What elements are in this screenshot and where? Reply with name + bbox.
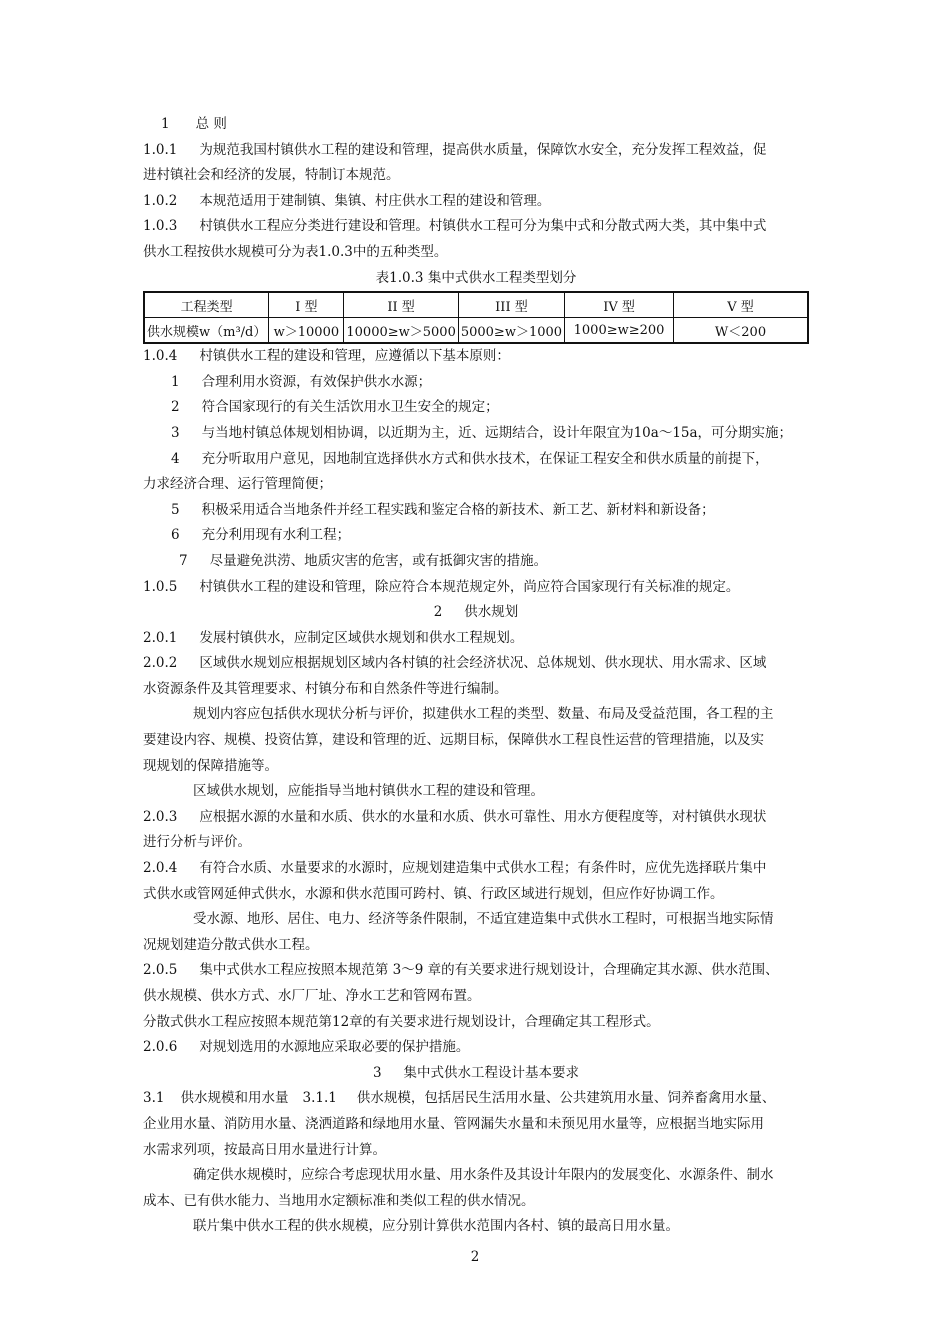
clause-1-0-2: 1.0.2 本规范适用于建制镇、集镇、村庄供水工程的建设和管理。 (143, 192, 551, 209)
paragraph-line: 式供水或管网延伸式供水，水源和供水范围可跨村、镇、行政区域进行规划，但应作好协调工作。 (143, 885, 724, 902)
paragraph-line: 进行分析与评价。 (143, 834, 251, 851)
section-1-heading: 1 总 则 (161, 116, 227, 132)
table-cell: w＞10000 (269, 318, 344, 344)
table-header-cell: III 型 (458, 292, 564, 318)
table-header-cell: 工程类型 (144, 292, 269, 318)
paragraph-line: 成本、已有供水能力、当地用水定额标准和类似工程的供水情况。 (143, 1192, 535, 1209)
table-cell: 供水规模w（m³/d） (144, 318, 269, 344)
clause-2-0-5: 2.0.5 集中式供水工程应按照本规范第 3～9 章的有关要求进行规划设计，合理确定其水源、供水范围、 (143, 962, 779, 979)
paragraph-line: 确定供水规模时，应综合考虑现状用水量、用水条件及其设计年限内的发展变化、水源条件、制水 (193, 1167, 774, 1184)
list-item: 7 尽量避免洪涝、地质灾害的危害，或有抵御灾害的措施。 (179, 552, 548, 569)
table-caption: 表1.0.3 集中式供水工程类型划分 (375, 269, 577, 286)
document-page (143, 112, 809, 1240)
paragraph-line: 现规划的保障措施等。 (143, 757, 278, 774)
clause-1-0-4: 1.0.4 村镇供水工程的建设和管理，应遵循以下基本原则： (143, 348, 510, 365)
table-row (144, 318, 808, 344)
clause-2-0-6: 2.0.6 对规划选用的水源地应采取必要的保护措施。 (143, 1039, 470, 1056)
paragraph-line: 规划内容应包括供水现状分析与评价，拟建供水工程的类型、数量、布局及受益范围，各工程的主 (193, 706, 774, 723)
clause-1-0-5: 1.0.5 村镇供水工程的建设和管理，除应符合本规范规定外，尚应符合国家现行有关标准的规定。 (143, 578, 740, 595)
table-header-cell: I 型 (269, 292, 344, 318)
page-number: 2 (470, 1249, 480, 1265)
paragraph-line: 分散式供水工程应按照本规范第12章的有关要求进行规划设计，合理确定其工程形式。 (143, 1013, 660, 1030)
table-cell: 5000≥w＞1000 (458, 318, 564, 344)
table-cell: W＜200 (674, 318, 808, 344)
list-item: 2 符合国家现行的有关生活饮用水卫生安全的规定； (171, 399, 499, 416)
section-3-heading: 3 集中式供水工程设计基本要求 (372, 1064, 580, 1081)
type-table (143, 291, 809, 344)
table-cell: 1000≥w≥200 (565, 318, 674, 344)
clause-1-0-3: 1.0.3 村镇供水工程应分类进行建设和管理。村镇供水工程可分为集中式和分散式两大类，其中集中式 (143, 218, 767, 235)
table-header-cell: II 型 (344, 292, 458, 318)
paragraph-line: 供水规模、供水方式、水厂厂址、净水工艺和管网布置。 (143, 988, 481, 1004)
paragraph-line: 区域供水规划，应能指导当地村镇供水工程的建设和管理。 (193, 783, 544, 800)
section-2-heading: 2 供水规划 (433, 604, 519, 621)
list-item: 1 合理利用水资源，有效保护供水水源； (171, 373, 432, 390)
paragraph-line: 水需求列项，按最高日用水量进行计算。 (143, 1141, 386, 1158)
table-cell: 10000≥w＞5000 (344, 318, 458, 344)
paragraph-line: 受水源、地形、居住、电力、经济等条件限制，不适宜建造集中式供水工程时，可根据当地实际情 (193, 911, 774, 928)
paragraph-line: 联片集中供水工程的供水规模，应分别计算供水范围内各村、镇的最高日用水量。 (193, 1218, 679, 1235)
list-item: 3 与当地村镇总体规划相协调，以近期为主，近、远期结合，设计年限宜为10a～15a，可分期实施； (171, 424, 793, 441)
table-header-cell: V 型 (674, 292, 808, 318)
list-item-cont: 力求经济合理、运行管理简便； (143, 476, 332, 493)
list-item: 4 充分听取用户意见，因地制宜选择供水方式和供水技术，在保证工程安全和供水质量的前提下， (171, 450, 769, 467)
table-header-cell: IV 型 (565, 292, 674, 318)
clause-1-0-1-cont: 进村镇社会和经济的发展，特制订本规范。 (143, 167, 400, 184)
clause-2-0-2: 2.0.2 区域供水规划应根据规划区域内各村镇的社会经济状况、总体规划、供水现状、用水需求、区域 (143, 655, 767, 672)
clause-3-1: 3.1 供水规模和用水量 3.1.1 供水规模，包括居民生活用水量、公共建筑用水量、饲养畜禽用水量、 (143, 1090, 776, 1107)
clause-2-0-4: 2.0.4 有符合水质、水量要求的水源时，应规划建造集中式供水工程；有条件时，应优先选择联片集中 (143, 860, 767, 877)
table-header-row (144, 292, 808, 318)
clause-1-0-1: 1.0.1 为规范我国村镇供水工程的建设和管理，提高供水质量，保障饮水安全，充分发挥工程效益，促 (143, 141, 767, 158)
clause-2-0-3: 2.0.3 应根据水源的水量和水质、供水的水量和水质、供水可靠性、用水方便程度等，对村镇供水现状 (143, 808, 767, 825)
list-item: 6 充分利用现有水利工程； (171, 527, 351, 544)
paragraph-line: 企业用水量、消防用水量、浇洒道路和绿地用水量、管网漏失水量和未预见用水量等，应根据当地实际用 (143, 1115, 764, 1132)
list-item: 5 积极采用适合当地条件并经工程实践和鉴定合格的新技术、新工艺、新材料和新设备； (171, 501, 715, 518)
paragraph-line: 水资源条件及其管理要求、村镇分布和自然条件等进行编制。 (143, 680, 508, 697)
clause-2-0-1: 2.0.1 发展村镇供水，应制定区域供水规划和供水工程规划。 (143, 629, 524, 646)
clause-1-0-3-cont: 供水工程按供水规模可分为表1.0.3中的五种类型。 (143, 243, 448, 260)
paragraph-line: 况规划建造分散式供水工程。 (143, 936, 319, 953)
paragraph-line: 要建设内容、规模、投资估算，建设和管理的近、远期目标，保障供水工程良性运营的管理措施，以及实 (143, 732, 764, 749)
